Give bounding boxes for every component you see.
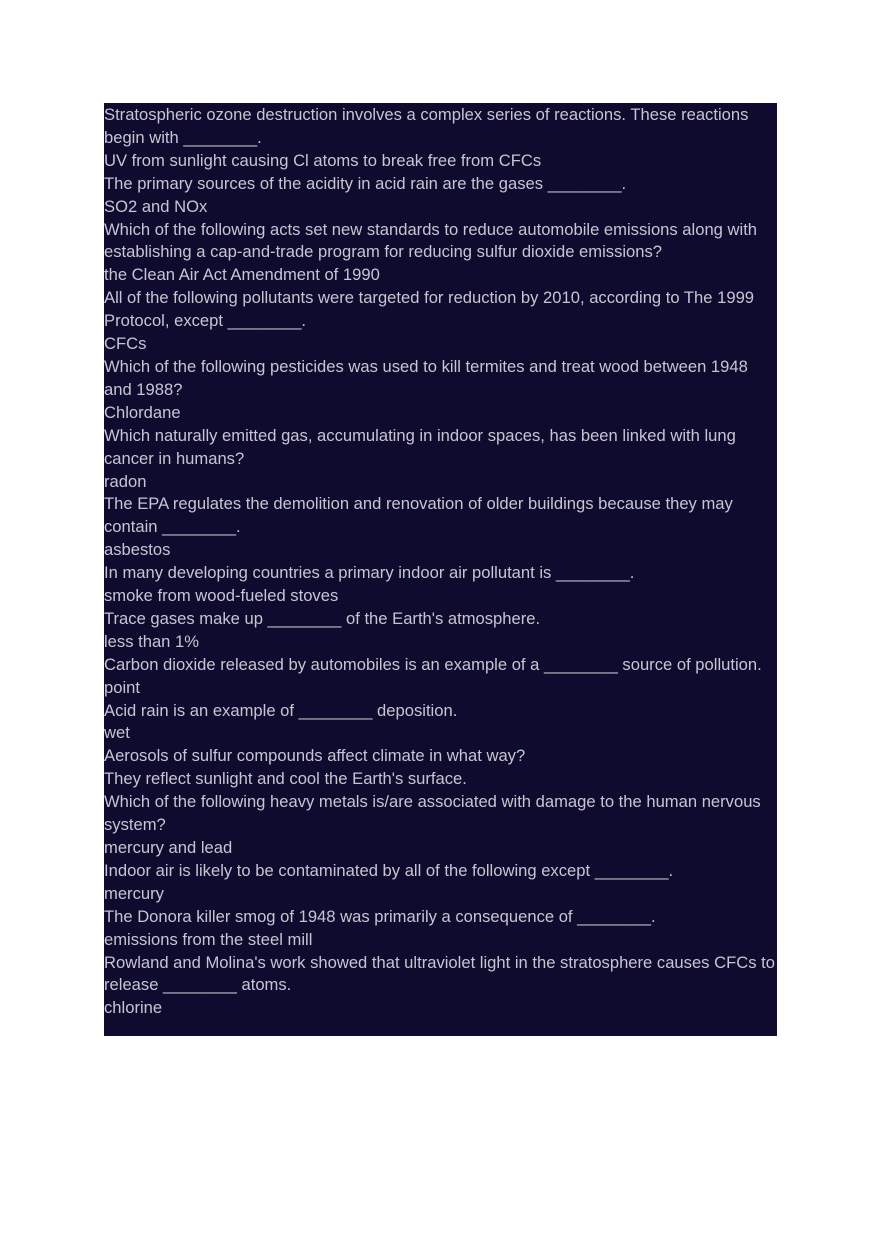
- flashcard-list: [104, 103, 780, 1036]
- answer-text: emissions from the steel mill: [104, 929, 313, 949]
- question-text: Stratospheric ozone destruction involves a complex series of reactions. These reactions begin with ________.: [104, 105, 754, 147]
- answer-text: UV from sunlight causing Cl atoms to break free from CFCs: [104, 150, 542, 170]
- question-text: Carbon dioxide released by automobiles is an example of a ________ source of pollution.: [104, 654, 762, 674]
- question-text: All of the following pollutants were targeted for reduction by 2010, according to The 1999 Protocol, except ________.: [104, 288, 759, 331]
- answer-text: asbestos: [104, 540, 171, 560]
- answer-text: wet: [104, 723, 130, 743]
- answer-text: SO2 and NOx: [104, 196, 208, 216]
- answer-text: less than 1%: [104, 631, 200, 651]
- question-text: Aerosols of sulfur compounds affect climate in what way?: [104, 746, 526, 766]
- question-text: The Donora killer smog of 1948 was primarily a consequence of ________.: [104, 906, 656, 926]
- question-text: Acid rain is an example of ________ deposition.: [104, 700, 458, 720]
- answer-text: mercury and lead: [104, 838, 233, 857]
- answer-text: the Clean Air Act Amendment of 1990: [104, 265, 380, 285]
- answer-text: radon: [104, 471, 147, 491]
- question-text: The primary sources of the acidity in acid rain are the gases ________.: [104, 173, 627, 193]
- question-text: Trace gases make up ________ of the Earth's atmosphere.: [104, 608, 541, 628]
- question-text: Which of the following heavy metals is/are associated with damage to the human nervous system?: [104, 792, 766, 835]
- answer-text: Chlordane: [104, 402, 181, 422]
- answer-text: They reflect sunlight and cool the Earth's surface.: [104, 769, 467, 789]
- answer-text: CFCs: [104, 334, 147, 354]
- answer-text: chlorine: [104, 998, 163, 1018]
- question-text: Which of the following pesticides was used to kill termites and treat wood between 1948 and 1988?: [104, 356, 753, 399]
- answer-text: mercury: [104, 883, 164, 903]
- answer-text: smoke from wood-fueled stoves: [104, 586, 339, 606]
- question-text: Which of the following acts set new standards to reduce automobile emissions along with establishing a cap-and-trade program for reducing sulfur dioxide emissions?: [104, 219, 762, 262]
- question-text: The EPA regulates the demolition and renovation of older buildings because they may contain ________.: [104, 494, 738, 537]
- question-text: Indoor air is likely to be contaminated by all of the following except ________.: [104, 860, 674, 880]
- answer-text: point: [104, 677, 140, 697]
- question-text: Which naturally emitted gas, accumulating in indoor spaces, has been linked with lung cancer in humans?: [104, 425, 741, 468]
- question-text: In many developing countries a primary indoor air pollutant is ________.: [104, 563, 635, 583]
- question-text: Rowland and Molina's work showed that ultraviolet light in the stratosphere causes CFCs to release ________ atoms.: [104, 952, 780, 995]
